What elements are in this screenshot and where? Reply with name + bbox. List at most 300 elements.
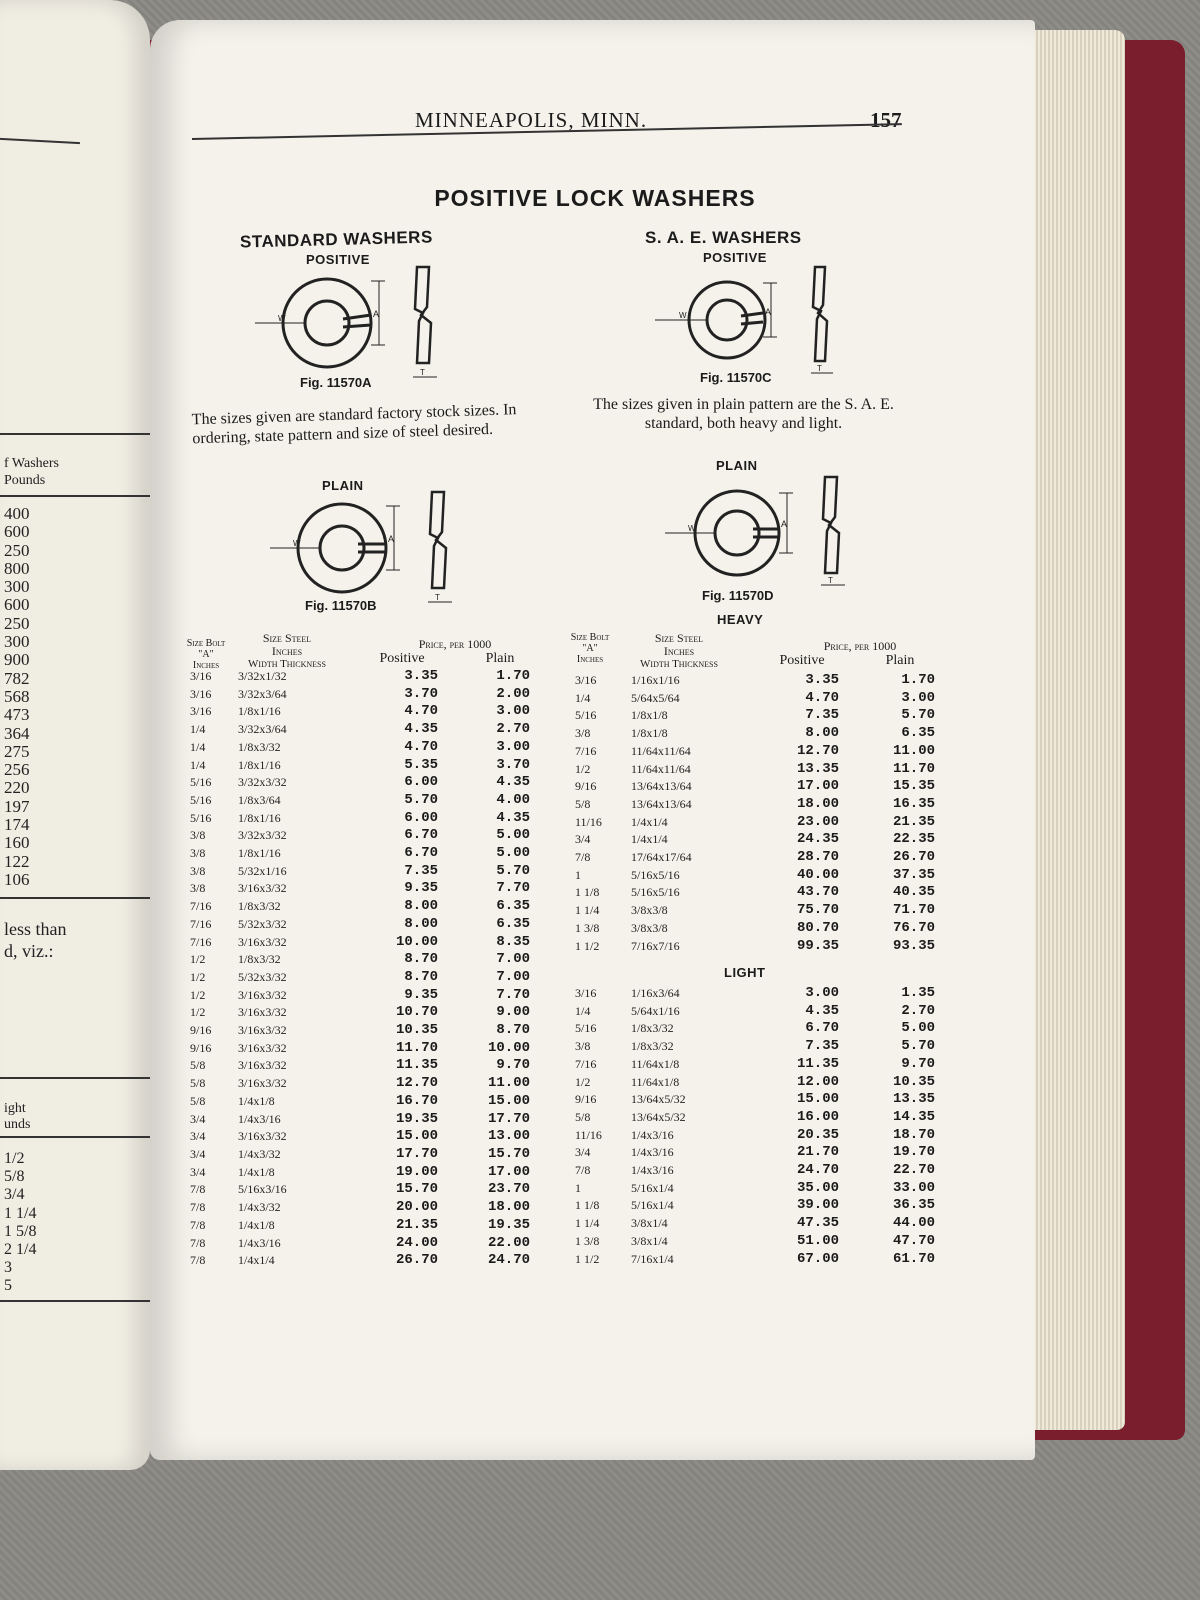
steel-size-cell: 1/16x1/16 [631, 673, 680, 687]
plain-price-cell: 76.70 [892, 919, 935, 936]
plain-price-cell: 5.00 [901, 1020, 935, 1037]
steel-size-cell: 1/4x1/4 [238, 1253, 275, 1268]
bolt-size-cell: 1 [575, 1180, 581, 1195]
svg-text:T: T [817, 364, 822, 373]
positive-price-cell: 12.70 [395, 1075, 438, 1092]
std-header-plain: Plain [485, 651, 515, 666]
bolt-size-cell: 3/4 [190, 1111, 206, 1126]
table-row [190, 1057, 530, 1075]
positive-price-cell: 4.70 [404, 703, 438, 720]
plain-price-cell: 15.00 [487, 1092, 530, 1109]
sae-header-size-bolt [564, 632, 616, 665]
bolt-size-cell: 11/16 [575, 814, 602, 829]
page-title: POSITIVE LOCK WASHERS [434, 185, 756, 211]
bolt-size-cell: 5/8 [575, 796, 591, 811]
sae-header-width-thickness-text: Width Thickness [640, 658, 718, 670]
plain-price-cell: 8.70 [496, 1022, 530, 1039]
list-item: 1 1/4 [4, 1204, 37, 1222]
steel-size-cell: 1/8x3/32 [238, 952, 281, 967]
bolt-size-cell: 1/4 [575, 1003, 591, 1018]
standard-plain-label: PLAIN [322, 478, 364, 493]
left-rule-1 [0, 433, 150, 435]
plain-price-cell: 5.70 [901, 707, 935, 724]
bolt-size-cell: 1/2 [190, 969, 206, 984]
bolt-size-cell: 5/16 [190, 775, 212, 790]
plain-price-cell: 7.00 [496, 951, 530, 968]
positive-price-cell: 24.00 [395, 1234, 438, 1251]
steel-size-cell: 1/4x1/8 [238, 1093, 275, 1108]
steel-size-cell: 1/8x1/8 [631, 708, 668, 723]
sae-header-plain: Plain [885, 653, 915, 668]
standard-description: The sizes given are standard factory stock sizes. In ordering, state pattern and size of steel desired. [191, 401, 517, 448]
bolt-size-cell: 1 [575, 867, 581, 882]
standard-price-table [190, 668, 530, 1270]
steel-size-cell: 5/16x1/4 [631, 1180, 674, 1195]
positive-price-cell: 67.00 [796, 1250, 839, 1267]
positive-price-cell: 28.70 [796, 849, 839, 866]
steel-size-cell: 13/64x5/32 [631, 1109, 686, 1124]
table-row [190, 703, 530, 721]
table-row [575, 1127, 935, 1145]
steel-size-cell: 1/8x1/16 [238, 810, 281, 825]
table-row [575, 1056, 935, 1074]
plain-price-cell: 24.70 [487, 1252, 530, 1269]
steel-size-cell: 11/64x11/64 [631, 743, 691, 758]
table-row [575, 796, 935, 814]
positive-price-cell: 4.35 [805, 1002, 839, 1019]
steel-size-cell: 3/16x3/32 [238, 1129, 287, 1144]
steel-size-cell: 7/16x7/16 [631, 938, 680, 953]
table-row [575, 1162, 935, 1180]
positive-price-cell: 19.35 [395, 1110, 438, 1127]
positive-price-cell: 7.35 [805, 1038, 839, 1055]
bolt-size-cell: 1/4 [190, 739, 206, 754]
list-item: 800 [4, 558, 30, 578]
table-row [190, 721, 530, 739]
plain-price-cell: 6.35 [496, 915, 530, 932]
sae-header-inches-text: Inches [576, 654, 604, 665]
sae-plain-label: PLAIN [716, 458, 758, 473]
table-row [190, 863, 530, 881]
steel-size-cell: 5/32x3/32 [238, 969, 287, 984]
plain-price-cell: 10.00 [487, 1039, 530, 1056]
svg-text:W: W [688, 524, 696, 533]
plain-price-cell: 36.35 [892, 1197, 935, 1214]
positive-price-cell: 75.70 [796, 902, 839, 919]
table-row [190, 739, 530, 757]
plain-price-cell: 1.70 [496, 668, 530, 684]
steel-size-cell: 1/8x3/32 [238, 739, 281, 754]
sae-washers-heading: S. A. E. WASHERS [645, 228, 802, 247]
list-item: 250 [4, 613, 30, 633]
positive-price-cell: 12.00 [796, 1073, 839, 1090]
bolt-size-cell: 7/8 [190, 1182, 206, 1197]
table-row [575, 707, 935, 725]
bolt-size-cell: 5/16 [190, 792, 212, 807]
left-header-frag-1: f Washers [4, 456, 59, 471]
plain-price-cell: 2.70 [901, 1002, 935, 1019]
standard-positive-label: POSITIVE [306, 252, 370, 267]
steel-size-cell: 1/4x3/16 [631, 1163, 674, 1178]
svg-text:A: A [781, 519, 788, 529]
table-row [190, 1235, 530, 1253]
bolt-size-cell: 7/8 [190, 1253, 206, 1268]
steel-size-cell: 1/4x1/8 [238, 1217, 275, 1232]
bolt-size-cell: 5/16 [575, 1021, 597, 1036]
bolt-size-cell: 3/16 [575, 673, 597, 687]
steel-size-cell: 5/64x1/16 [631, 1003, 680, 1018]
table-row [575, 743, 935, 761]
plain-price-cell: 18.00 [487, 1199, 530, 1216]
positive-price-cell: 6.70 [404, 845, 438, 862]
table-row [575, 1215, 935, 1233]
list-item: 256 [4, 760, 30, 780]
bolt-size-cell: 1/4 [190, 757, 206, 772]
bolt-size-cell: 11/16 [575, 1127, 602, 1142]
bolt-size-cell: 1 1/4 [575, 1216, 600, 1231]
steel-size-cell: 1/4x1/8 [238, 1164, 275, 1179]
positive-price-cell: 16.70 [395, 1092, 438, 1109]
list-item: 3 [4, 1259, 12, 1277]
bolt-size-cell: 1/4 [190, 722, 206, 737]
positive-price-cell: 35.00 [796, 1179, 839, 1196]
plain-price-cell: 22.35 [892, 831, 935, 848]
plain-price-cell: 1.35 [901, 985, 935, 1001]
plain-price-cell: 14.35 [892, 1108, 935, 1125]
positive-price-cell: 9.35 [404, 880, 438, 897]
washer-figure-a [245, 265, 475, 385]
positive-price-cell: 24.70 [796, 1162, 839, 1179]
sae-header-size-bolt-text: Size Bolt [570, 632, 610, 643]
std-header-width-thickness-text: Width Thickness [248, 658, 326, 670]
list-item: 220 [4, 778, 30, 798]
table-row [575, 1233, 935, 1251]
table-row [575, 985, 935, 1003]
plain-price-cell: 4.35 [496, 774, 530, 791]
positive-price-cell: 17.70 [395, 1145, 438, 1162]
positive-price-cell: 16.00 [796, 1108, 839, 1125]
table-row [575, 761, 935, 779]
positive-price-cell: 21.35 [395, 1216, 438, 1233]
bolt-size-cell: 7/8 [190, 1235, 206, 1250]
table-row [575, 1038, 935, 1056]
bolt-size-cell: 3/16 [190, 686, 212, 701]
positive-price-cell: 10.00 [395, 933, 438, 950]
bolt-size-cell: 1 3/8 [575, 920, 600, 935]
left-note-2: d, viz.: [4, 941, 54, 961]
list-item: 300 [4, 577, 30, 597]
table-row [575, 831, 935, 849]
list-item: 1/2 [4, 1150, 25, 1167]
plain-price-cell: 47.70 [892, 1232, 935, 1249]
table-row [190, 845, 530, 863]
sae-header-positive: Positive [779, 653, 825, 668]
plain-price-cell: 22.70 [892, 1162, 935, 1179]
positive-price-cell: 12.70 [796, 742, 839, 759]
bolt-size-cell: 1 1/2 [575, 938, 600, 953]
list-item: 900 [4, 650, 30, 670]
steel-size-cell: 17/64x17/64 [631, 850, 692, 865]
plain-price-cell: 4.00 [496, 791, 530, 808]
washer-figure-d [655, 475, 885, 595]
list-item: 473 [4, 705, 30, 725]
svg-text:A: A [388, 534, 395, 544]
sae-positive-label: POSITIVE [703, 250, 767, 265]
positive-price-cell: 3.35 [805, 672, 839, 688]
positive-price-cell: 17.00 [796, 778, 839, 795]
positive-price-cell: 20.00 [395, 1199, 438, 1216]
list-item: 160 [4, 833, 30, 853]
steel-size-cell: 5/16x5/16 [631, 885, 680, 900]
bolt-size-cell: 1/2 [190, 1005, 206, 1020]
steel-size-cell: 5/32x1/16 [238, 863, 287, 878]
positive-price-cell: 99.35 [796, 937, 839, 954]
table-row [575, 849, 935, 867]
table-row [190, 1199, 530, 1217]
left-header-frag-2: Pounds [4, 473, 46, 488]
positive-price-cell: 5.70 [404, 791, 438, 808]
table-row [575, 938, 935, 956]
bolt-size-cell: 1 1/8 [575, 1198, 600, 1213]
steel-size-cell: 1/8x1/16 [238, 757, 281, 772]
list-item: 197 [4, 796, 30, 816]
plain-price-cell: 44.00 [892, 1215, 935, 1232]
bolt-size-cell: 3/4 [190, 1146, 206, 1161]
steel-size-cell: 5/16x5/16 [631, 867, 680, 882]
plain-price-cell: 19.70 [892, 1144, 935, 1161]
steel-size-cell: 3/16x3/32 [238, 881, 287, 896]
list-item: 782 [4, 668, 30, 688]
light-label: LIGHT [724, 965, 766, 980]
table-row [190, 1004, 530, 1022]
left-page [0, 0, 150, 1470]
plain-price-cell: 7.70 [496, 986, 530, 1003]
positive-price-cell: 15.70 [395, 1181, 438, 1198]
steel-size-cell: 3/8x3/8 [631, 903, 668, 918]
positive-price-cell: 40.00 [796, 866, 839, 883]
table-row [190, 1146, 530, 1164]
positive-price-cell: 4.70 [404, 738, 438, 755]
steel-size-cell: 3/32x3/64 [238, 722, 287, 737]
bolt-size-cell: 1 1/8 [575, 885, 600, 900]
positive-price-cell: 4.70 [805, 689, 839, 706]
positive-price-cell: 21.70 [796, 1144, 839, 1161]
positive-price-cell: 24.35 [796, 831, 839, 848]
positive-price-cell: 13.35 [796, 760, 839, 777]
list-item: 5/8 [4, 1168, 25, 1186]
table-row [575, 884, 935, 902]
std-header-positive: Positive [379, 651, 425, 666]
positive-price-cell: 80.70 [796, 919, 839, 936]
bolt-size-cell: 1/2 [575, 1074, 591, 1089]
bolt-size-cell: 5/8 [190, 1076, 206, 1091]
std-header-size-bolt-text: Size Bolt [186, 638, 226, 649]
svg-text:T: T [828, 576, 833, 585]
sae-header-a-text: "A" [582, 643, 598, 654]
plain-price-cell: 11.00 [487, 1075, 530, 1092]
steel-size-cell: 1/4x1/4 [631, 814, 668, 829]
bolt-size-cell: 3/8 [190, 863, 206, 878]
table-row [190, 774, 530, 792]
bolt-size-cell: 7/8 [575, 850, 591, 865]
bolt-size-cell: 3/16 [190, 669, 212, 683]
plain-price-cell: 10.35 [892, 1073, 935, 1090]
steel-size-cell: 13/64x13/64 [631, 779, 692, 794]
list-item: 2 1/4 [4, 1241, 37, 1259]
plain-price-cell: 61.70 [892, 1250, 935, 1267]
steel-size-cell: 5/16x1/4 [631, 1198, 674, 1213]
table-row [575, 1074, 935, 1092]
table-row [575, 778, 935, 796]
fig-caption-c: Fig. 11570C [700, 370, 772, 385]
positive-price-cell: 18.00 [796, 795, 839, 812]
bolt-size-cell: 3/4 [190, 1164, 206, 1179]
bolt-size-cell: 3/4 [575, 1145, 591, 1160]
table-row [190, 1040, 530, 1058]
steel-size-cell: 1/4x3/16 [238, 1111, 281, 1126]
bolt-size-cell: 5/8 [190, 1093, 206, 1108]
std-header-inches-text: Inches [192, 660, 220, 671]
table-row [575, 1003, 935, 1021]
table-row [190, 1252, 530, 1270]
bolt-size-cell: 3/8 [190, 846, 206, 861]
steel-size-cell: 3/32x3/32 [238, 775, 287, 790]
bolt-size-cell: 9/16 [575, 779, 597, 794]
steel-size-cell: 1/4x3/16 [238, 1235, 281, 1250]
steel-size-cell: 13/64x13/64 [631, 796, 692, 811]
table-row [190, 987, 530, 1005]
plain-price-cell: 5.00 [496, 845, 530, 862]
bolt-size-cell: 3/8 [190, 828, 206, 843]
plain-price-cell: 5.70 [496, 862, 530, 879]
steel-size-cell: 11/64x11/64 [631, 761, 691, 776]
running-head: MINNEAPOLIS, MINN. [415, 108, 648, 132]
svg-text:A: A [765, 307, 772, 317]
positive-price-cell: 11.70 [395, 1039, 438, 1056]
table-row [190, 668, 530, 686]
list-item: 275 [4, 741, 30, 761]
table-row [190, 880, 530, 898]
page-number: 157 [870, 108, 902, 132]
table-row [190, 1181, 530, 1199]
bolt-size-cell: 3/8 [575, 726, 591, 741]
steel-size-cell: 3/16x3/32 [238, 987, 287, 1002]
positive-price-cell: 23.00 [796, 813, 839, 830]
plain-price-cell: 11.70 [892, 760, 935, 777]
plain-price-cell: 13.35 [892, 1091, 935, 1108]
plain-price-cell: 5.00 [496, 827, 530, 844]
plain-price-cell: 23.70 [487, 1181, 530, 1198]
list-item: 568 [4, 686, 30, 706]
steel-size-cell: 1/16x3/64 [631, 986, 680, 1000]
light-price-table [575, 985, 935, 1268]
plain-price-cell: 13.00 [487, 1128, 530, 1145]
bolt-size-cell: 7/16 [575, 1056, 597, 1071]
svg-text:T: T [420, 368, 425, 377]
plain-price-cell: 18.70 [892, 1126, 935, 1143]
positive-price-cell: 8.00 [404, 915, 438, 932]
bolt-size-cell: 7/8 [575, 1163, 591, 1178]
bolt-size-cell: 3/4 [575, 832, 591, 847]
std-header-size-bolt [182, 638, 230, 671]
table-row [575, 1109, 935, 1127]
positive-price-cell: 39.00 [796, 1197, 839, 1214]
table-row [575, 690, 935, 708]
plain-price-cell: 71.70 [892, 902, 935, 919]
plain-price-cell: 7.00 [496, 968, 530, 985]
table-row [190, 686, 530, 704]
steel-size-cell: 1/8x1/16 [238, 704, 281, 719]
left-rule-top [0, 138, 80, 144]
bolt-size-cell: 7/16 [190, 916, 212, 931]
positive-price-cell: 4.35 [404, 721, 438, 738]
plain-price-cell: 93.35 [892, 937, 935, 954]
std-header-size-steel [232, 632, 342, 671]
table-row [575, 672, 935, 690]
bolt-size-cell: 1/4 [575, 690, 591, 705]
steel-size-cell: 3/16x3/32 [238, 1005, 287, 1020]
plain-price-cell: 16.35 [892, 795, 935, 812]
bolt-size-cell: 5/16 [575, 708, 597, 723]
sae-header-size-steel [624, 632, 734, 671]
positive-price-cell: 26.70 [395, 1252, 438, 1269]
plain-price-cell: 17.00 [487, 1163, 530, 1180]
positive-price-cell: 6.70 [805, 1020, 839, 1037]
steel-size-cell: 3/16x3/32 [238, 1023, 287, 1038]
positive-price-cell: 7.35 [805, 707, 839, 724]
steel-size-cell: 5/32x3/32 [238, 916, 287, 931]
list-item: 174 [4, 815, 30, 835]
bolt-size-cell: 5/8 [190, 1058, 206, 1073]
washer-figure-b [260, 490, 490, 610]
bolt-size-cell: 5/16 [190, 810, 212, 825]
positive-price-cell: 8.00 [404, 898, 438, 915]
positive-price-cell: 6.00 [404, 809, 438, 826]
left-rule-2 [0, 495, 150, 497]
sae-header-size-steel-text: Size Steel [654, 631, 704, 645]
table-row [190, 1164, 530, 1182]
positive-price-cell: 47.35 [796, 1215, 839, 1232]
plain-price-cell: 33.00 [892, 1179, 935, 1196]
steel-size-cell: 5/16x3/16 [238, 1182, 287, 1197]
plain-price-cell: 6.35 [496, 898, 530, 915]
plain-price-cell: 1.70 [901, 672, 935, 688]
plain-price-cell: 15.70 [487, 1145, 530, 1162]
table-row [575, 814, 935, 832]
steel-size-cell: 7/16x1/4 [631, 1251, 674, 1266]
left-rule-4 [0, 1077, 150, 1079]
plain-price-cell: 6.35 [901, 725, 935, 742]
table-row [190, 951, 530, 969]
steel-size-cell: 1/8x1/16 [238, 846, 281, 861]
positive-price-cell: 51.00 [796, 1232, 839, 1249]
positive-price-cell: 10.35 [395, 1022, 438, 1039]
positive-price-cell: 6.70 [404, 827, 438, 844]
positive-price-cell: 3.00 [805, 985, 839, 1001]
list-item: 250 [4, 540, 30, 560]
table-row [575, 1020, 935, 1038]
left-values2-list [4, 1150, 144, 1296]
left-header2-frag-1: ight [4, 1101, 26, 1116]
bolt-size-cell: 1/2 [190, 952, 206, 967]
steel-size-cell: 11/64x1/8 [631, 1074, 680, 1089]
steel-size-cell: 3/8x1/4 [631, 1216, 668, 1231]
positive-price-cell: 8.70 [404, 951, 438, 968]
svg-text:A: A [373, 309, 380, 319]
plain-price-cell: 9.70 [496, 1057, 530, 1074]
svg-text:W: W [293, 539, 301, 548]
positive-price-cell: 3.35 [404, 668, 438, 684]
